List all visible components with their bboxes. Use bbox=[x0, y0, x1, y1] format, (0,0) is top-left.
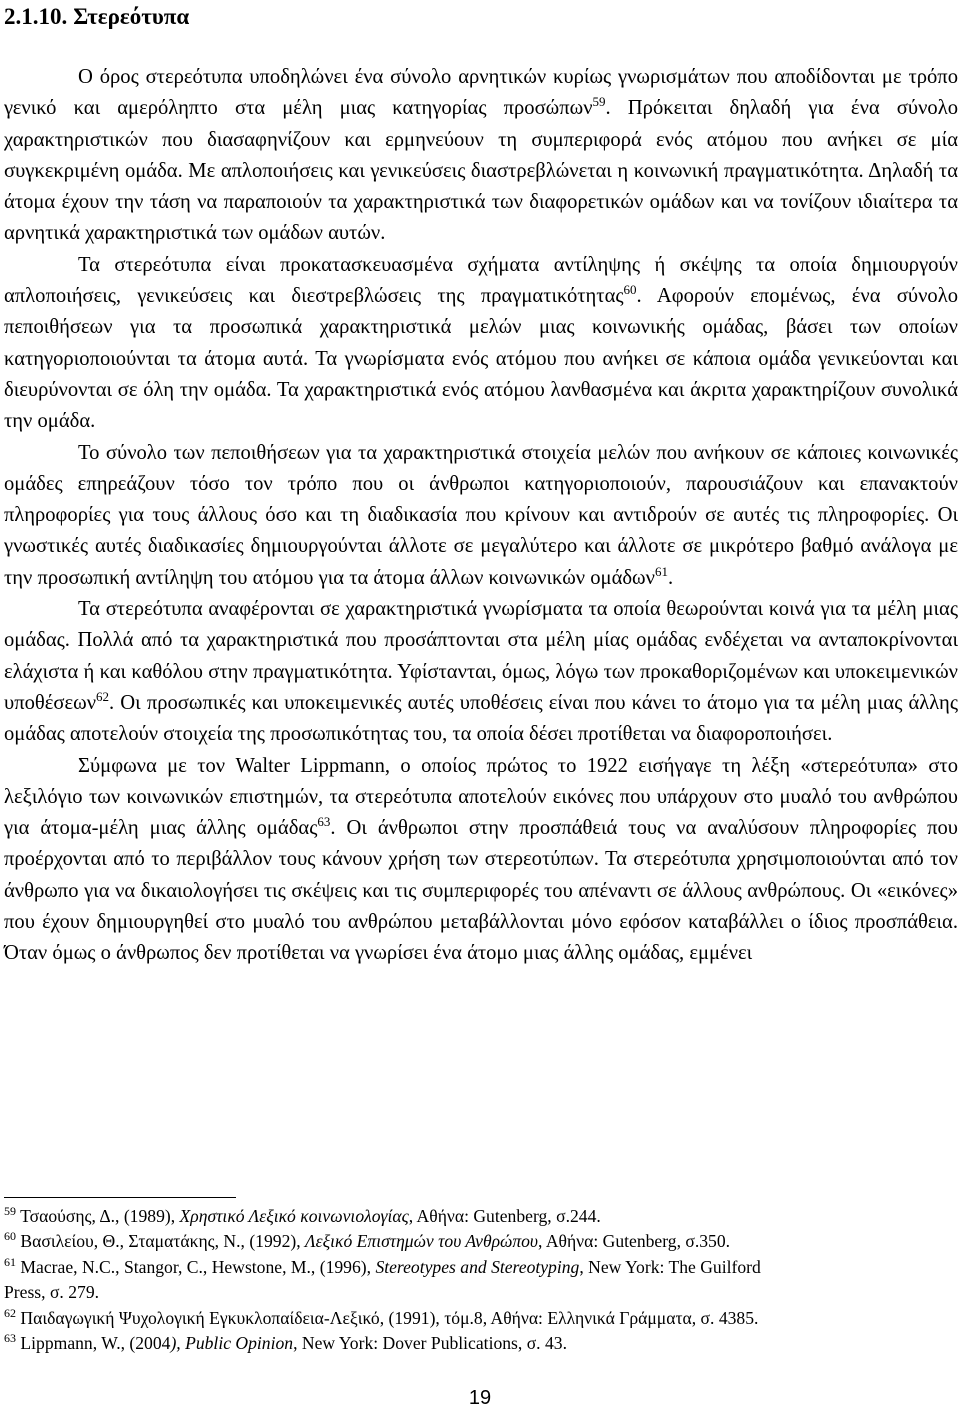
footnote-text: Τσαούσης, Δ., (1989), bbox=[20, 1206, 180, 1226]
paragraph bbox=[4, 438, 958, 594]
footnote-separator bbox=[4, 1197, 236, 1198]
footnote-text: Παιδαγωγική Ψυχολογική Εγκυκλοπαίδεια-Λεξικό, (1991), τόμ.8, Αθήνα: Ελληνικά Γράμματα, σ. 4385. bbox=[20, 1307, 759, 1328]
paragraph-text: . Οι προσωπικές και υποκειμενικές αυτές υποθέσεις είναι που κάνει το άτομο για τα μέλη μιας άλλης ομάδας αποτελούν στοιχεία της προσωπικότητας του, τα οποία δέσει προτίθεται να διαφοροποιήσει. bbox=[4, 691, 958, 746]
footnote bbox=[4, 1306, 954, 1331]
footnote-continuation: Press, σ. 279. bbox=[4, 1282, 100, 1303]
paragraph bbox=[4, 594, 958, 750]
footnote-ref[interactable]: 62 bbox=[96, 688, 110, 704]
footnote-text: , New York: The Guilford bbox=[579, 1256, 761, 1277]
footnote-number: 59 bbox=[4, 1204, 16, 1218]
footnote bbox=[4, 1204, 954, 1229]
section-number: 2.1.10. bbox=[4, 4, 68, 29]
footnote-title: Stereotypes and Stereotyping bbox=[375, 1256, 580, 1277]
paragraph-text: Ο όρος στερεότυπα υποδηλώνει ένα σύνολο αρνητικών κυρίως γνωρισμάτων που αποδίδονται με τρόπο γενικό και αμερόληπτο στα μέλη μιας κατηγορίας προσώπων bbox=[4, 66, 958, 120]
footnote-text: Βασιλείου, Θ., Σταματάκης, Ν., (1992), bbox=[20, 1231, 306, 1252]
paragraph-text: . Πρόκειται δηλαδή για ένα σύνολο χαρακτηριστικών που διασαφηνίζουν και ερμηνεύουν τη συμπεριφορά ενός ατόμου που ανήκει σε μία συγκεκριμένη ομάδα. Με απλοποιήσεις και γενικεύσεις διαστρεβλώνεται η κοινωνική πραγματικότητα. Δηλαδή τα άτομα έχουν την τάση να παραποιούν τα χαρακτηριστικά των διαφορετικών ομάδων και να τονίζουν ιδιαίτερα τα αρνητικά χαρακτηριστικά των ομάδων αυτών. bbox=[4, 97, 958, 245]
body-text bbox=[4, 62, 958, 970]
paragraph-text: . Οι άνθρωποι στην προσπάθειά τους να αναλύσουν πληροφορίες που προέρχονται από το περιβάλλον τους κάνουν χρήση των στερεοτύπων. Τα στερεότυπα χρησιμοποιούνται από τον άνθρωπο για να δικαιολογήσει τις σκέψεις και τις συμπεριφορές του απέναντι σε άλλους ανθρώπους. Οι «εικόνες» που έχουν δημιουργηθεί στο μυαλό του ανθρώπου μεταβάλλονται μόνο εφόσον καταβάλλει ο ίδιος προσπάθεια. Όταν όμως ο άνθρωπος δεν προτίθεται να γνωρίσει ένα άτομο μιας άλλης ομάδας, εμμένει bbox=[4, 817, 958, 965]
footnote bbox=[4, 1229, 954, 1254]
paragraph-text: Το σύνολο των πεποιθήσεων για τα χαρακτηριστικά στοιχεία μελών που ανήκουν σε κάποιες κοινωνικές ομάδες επηρεάζουν τόσο τον τρόπο που οι άνθρωποι κατηγοριοποιούν, παρουσιάζουν και επανακτούν πληροφορίες για τους άλλους όσο και τη διαδικασία που κρίνουν και αντιδρούν σε αυτές τις πληροφορίες. Οι γνωστικές αυτές διαδικασίες δημιουργούνται άλλοτε σε μεγαλύτερο και άλλοτε σε μικρότερο βαθμό ανάλογα με την προσωπική αντίληψη του ατόμου για τα άτομα άλλων κοινωνικών ομάδων bbox=[4, 441, 958, 589]
page-number: 19 bbox=[468, 1387, 492, 1409]
paragraph-text: Τα στερεότυπα είναι προκατασκευασμένα σχήματα αντίληψης ή σκέψης τα οποία δημιουργούν απλοποιήσεις, γενικεύσεις και διεστρεβλώσεις της πραγματικότητας bbox=[4, 253, 958, 308]
footnote-title: Λεξικό Επιστημών του Ανθρώπου bbox=[305, 1231, 539, 1252]
section-title: Στερεότυπα bbox=[73, 4, 190, 29]
footnote-text: , Αθήνα: Gutenberg, σ.350. bbox=[538, 1231, 731, 1252]
footnote-text: , Αθήνα: Gutenberg, σ.244. bbox=[408, 1206, 601, 1226]
paragraph-text: . bbox=[667, 566, 674, 589]
paragraph bbox=[4, 62, 958, 250]
footnote-ref[interactable]: 63 bbox=[317, 814, 331, 830]
paragraph bbox=[4, 751, 958, 970]
footnote-title: ), Public Opinion bbox=[170, 1333, 294, 1354]
paragraph-text: Σύμφωνα με τον Walter Lippmann, ο οποίος πρώτος το 1922 εισήγαγε τη λέξη «στερεότυπα» στο λεξιλόγιο των κοινωνικών επιστημών, τα στερεότυπα αποτελούν εικόνες που υπάρχουν στο μυαλό του ανθρώπου για άτομα-μέλη μιας άλλης ομάδας bbox=[4, 754, 958, 840]
footnote-text: , New York: Dover Publications, σ. 43. bbox=[293, 1333, 567, 1354]
footnote-ref[interactable]: 59 bbox=[592, 94, 606, 110]
footnotes bbox=[4, 1204, 954, 1356]
footnote-title: Χρηστικό Λεξικό κοινωνιολογίας bbox=[179, 1206, 409, 1226]
footnote-text: Lippmann, W., (2004 bbox=[20, 1333, 171, 1354]
footnote-ref[interactable]: 61 bbox=[654, 563, 668, 579]
footnote-number: 61 bbox=[4, 1254, 16, 1269]
footnote-ref[interactable]: 60 bbox=[623, 282, 637, 298]
footnote bbox=[4, 1255, 954, 1280]
paragraph bbox=[4, 250, 958, 438]
footnote bbox=[4, 1331, 954, 1356]
paragraph-text: . Αφορούν επομένως, ένα σύνολο πεποιθήσεων για τα προσωπικά χαρακτηριστικά μελών μιας κοινωνικής ομάδας, βάσει των οποίων κατηγοριοποιούνται τα άτομα αυτά. Τα γνωρίσματα ενός ατόμου που ανήκει σε κάποια ομάδα γενικεύονται και διευρύνονται σε όλη την ομάδα. Τα χαρακτηριστικά ενός ατόμου λανθασμένα και άκριτα χαρακτηρίζουν συνολικά την ομάδα. bbox=[4, 285, 958, 433]
section-heading bbox=[4, 2, 189, 32]
footnote-number: 62 bbox=[4, 1305, 16, 1320]
paragraph-text: Τα στερεότυπα αναφέρονται σε χαρακτηριστικά γνωρίσματα τα οποία θεωρούνται κοινά για τα μέλη μιας ομάδας. Πολλά από τα χαρακτηριστικά που προσάπτονται στα μέλη μίας ομάδας ενδέχεται να ανταποκρίνονται ελάχιστα ή και καθόλου στην πραγματικότητα. Υφίστανται, όμως, λόγω των προκαθοριζομένων και υποκειμενικών υποθέσεων bbox=[4, 598, 958, 714]
footnote-number: 63 bbox=[4, 1331, 16, 1346]
footnote-text: Macrae, N.C., Stangor, C., Hewstone, M., (1996), bbox=[20, 1256, 376, 1277]
footnote-number: 60 bbox=[4, 1229, 16, 1244]
